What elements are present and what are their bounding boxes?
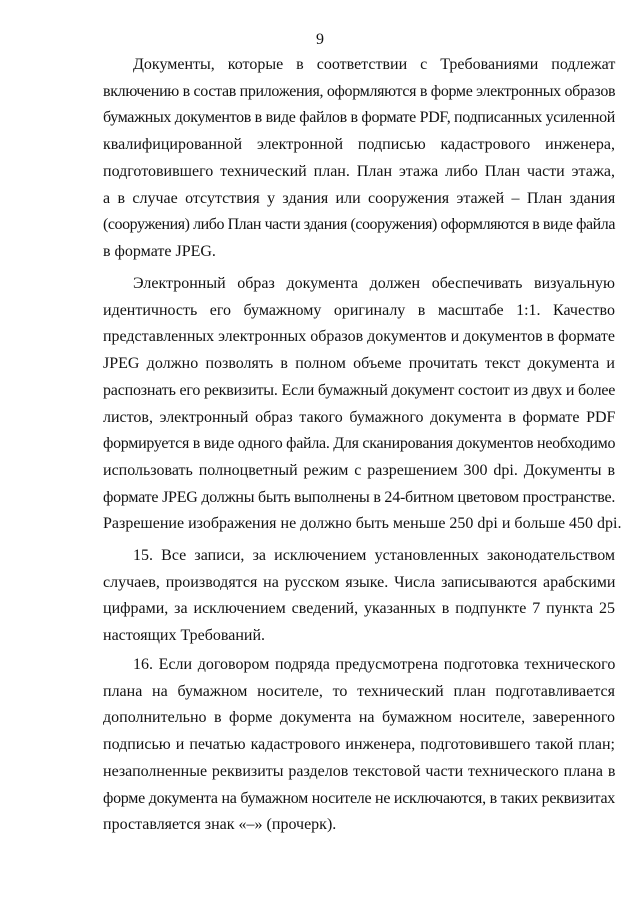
text-line: листов, электронный образ такого бумажного документа в формате PDF xyxy=(103,408,616,426)
paragraph-item-16 xyxy=(103,652,615,839)
paragraph-item-15 xyxy=(103,543,615,650)
text-line: JPEG должно позволять в полном объеме прочитать текст документа и xyxy=(103,355,615,373)
text-line: использовать полноцветный режим с разрешением 300 dpi. Документы в xyxy=(103,461,615,479)
text-line: представленных электронных образов документов и документов в формате xyxy=(103,328,615,346)
text-line: квалифицированной электронной подписью кадастрового инженера, xyxy=(103,136,615,154)
text-line: Электронный образ документа должен обеспечивать визуальную xyxy=(133,275,615,292)
text-line: бумажных документов в виде файлов в формате PDF, подписанных усиленной xyxy=(103,109,615,127)
text-line: настоящих Требований. xyxy=(103,627,266,645)
text-line: цифрами, за исключением сведений, указанных в подпункте 7 пункта 25 xyxy=(103,600,615,618)
text-line: 16. Если договором подряда предусмотрена подготовка технического xyxy=(133,656,616,673)
text-line: проставляется знак «–» (прочерк). xyxy=(103,816,337,834)
text-line: подписью и печатью кадастрового инженера, подготовившего такой план; xyxy=(103,736,615,754)
text-line: включению в состав приложения, оформляются в форме электронных образов xyxy=(103,82,616,100)
text-line: а в случае отсутствия у здания или сооружения этажей – План здания xyxy=(103,189,616,207)
text-line: плана на бумажном носителе, то технический план подготавливается xyxy=(103,682,615,700)
text-line: формируется в виде одного файла. Для сканирования документов необходимо xyxy=(103,435,616,453)
text-line: формате JPEG должны быть выполнены в 24-битном цветовом пространстве. xyxy=(103,488,616,506)
text-line: случаев, производятся на русском языке. Числа записываются арабскими xyxy=(103,573,616,591)
text-line: 15. Все записи, за исключением установленных законодательством xyxy=(133,547,616,564)
text-line: в формате JPEG. xyxy=(103,242,216,260)
text-line: идентичность его бумажному оригиналу в масштабе 1:1. Качество xyxy=(103,301,615,319)
page-number: 9 xyxy=(316,31,324,48)
text-line: (сооружения) либо План части здания (сооружения) оформляются в виде файла xyxy=(103,216,616,234)
text-line: Документы, которые в соответствии с Требованиями подлежат xyxy=(133,56,616,73)
text-line: форме документа на бумажном носителе не исключаются, в таких реквизитах xyxy=(103,789,615,807)
text-line: распознать его реквизиты. Если бумажный документ состоит из двух и более xyxy=(103,381,616,399)
text-line: Разрешение изображения не должно быть меньше 250 dpi и больше 450 dpi. xyxy=(103,515,622,533)
paragraph-2 xyxy=(103,271,622,538)
text-line: подготовившего технический план. План этажа либо План части этажа, xyxy=(103,162,615,180)
text-line: незаполненные реквизиты разделов текстовой части технического плана в xyxy=(103,762,616,780)
paragraph-1 xyxy=(103,52,615,266)
text-line: дополнительно в форме документа на бумажном носителе, заверенного xyxy=(103,709,615,727)
